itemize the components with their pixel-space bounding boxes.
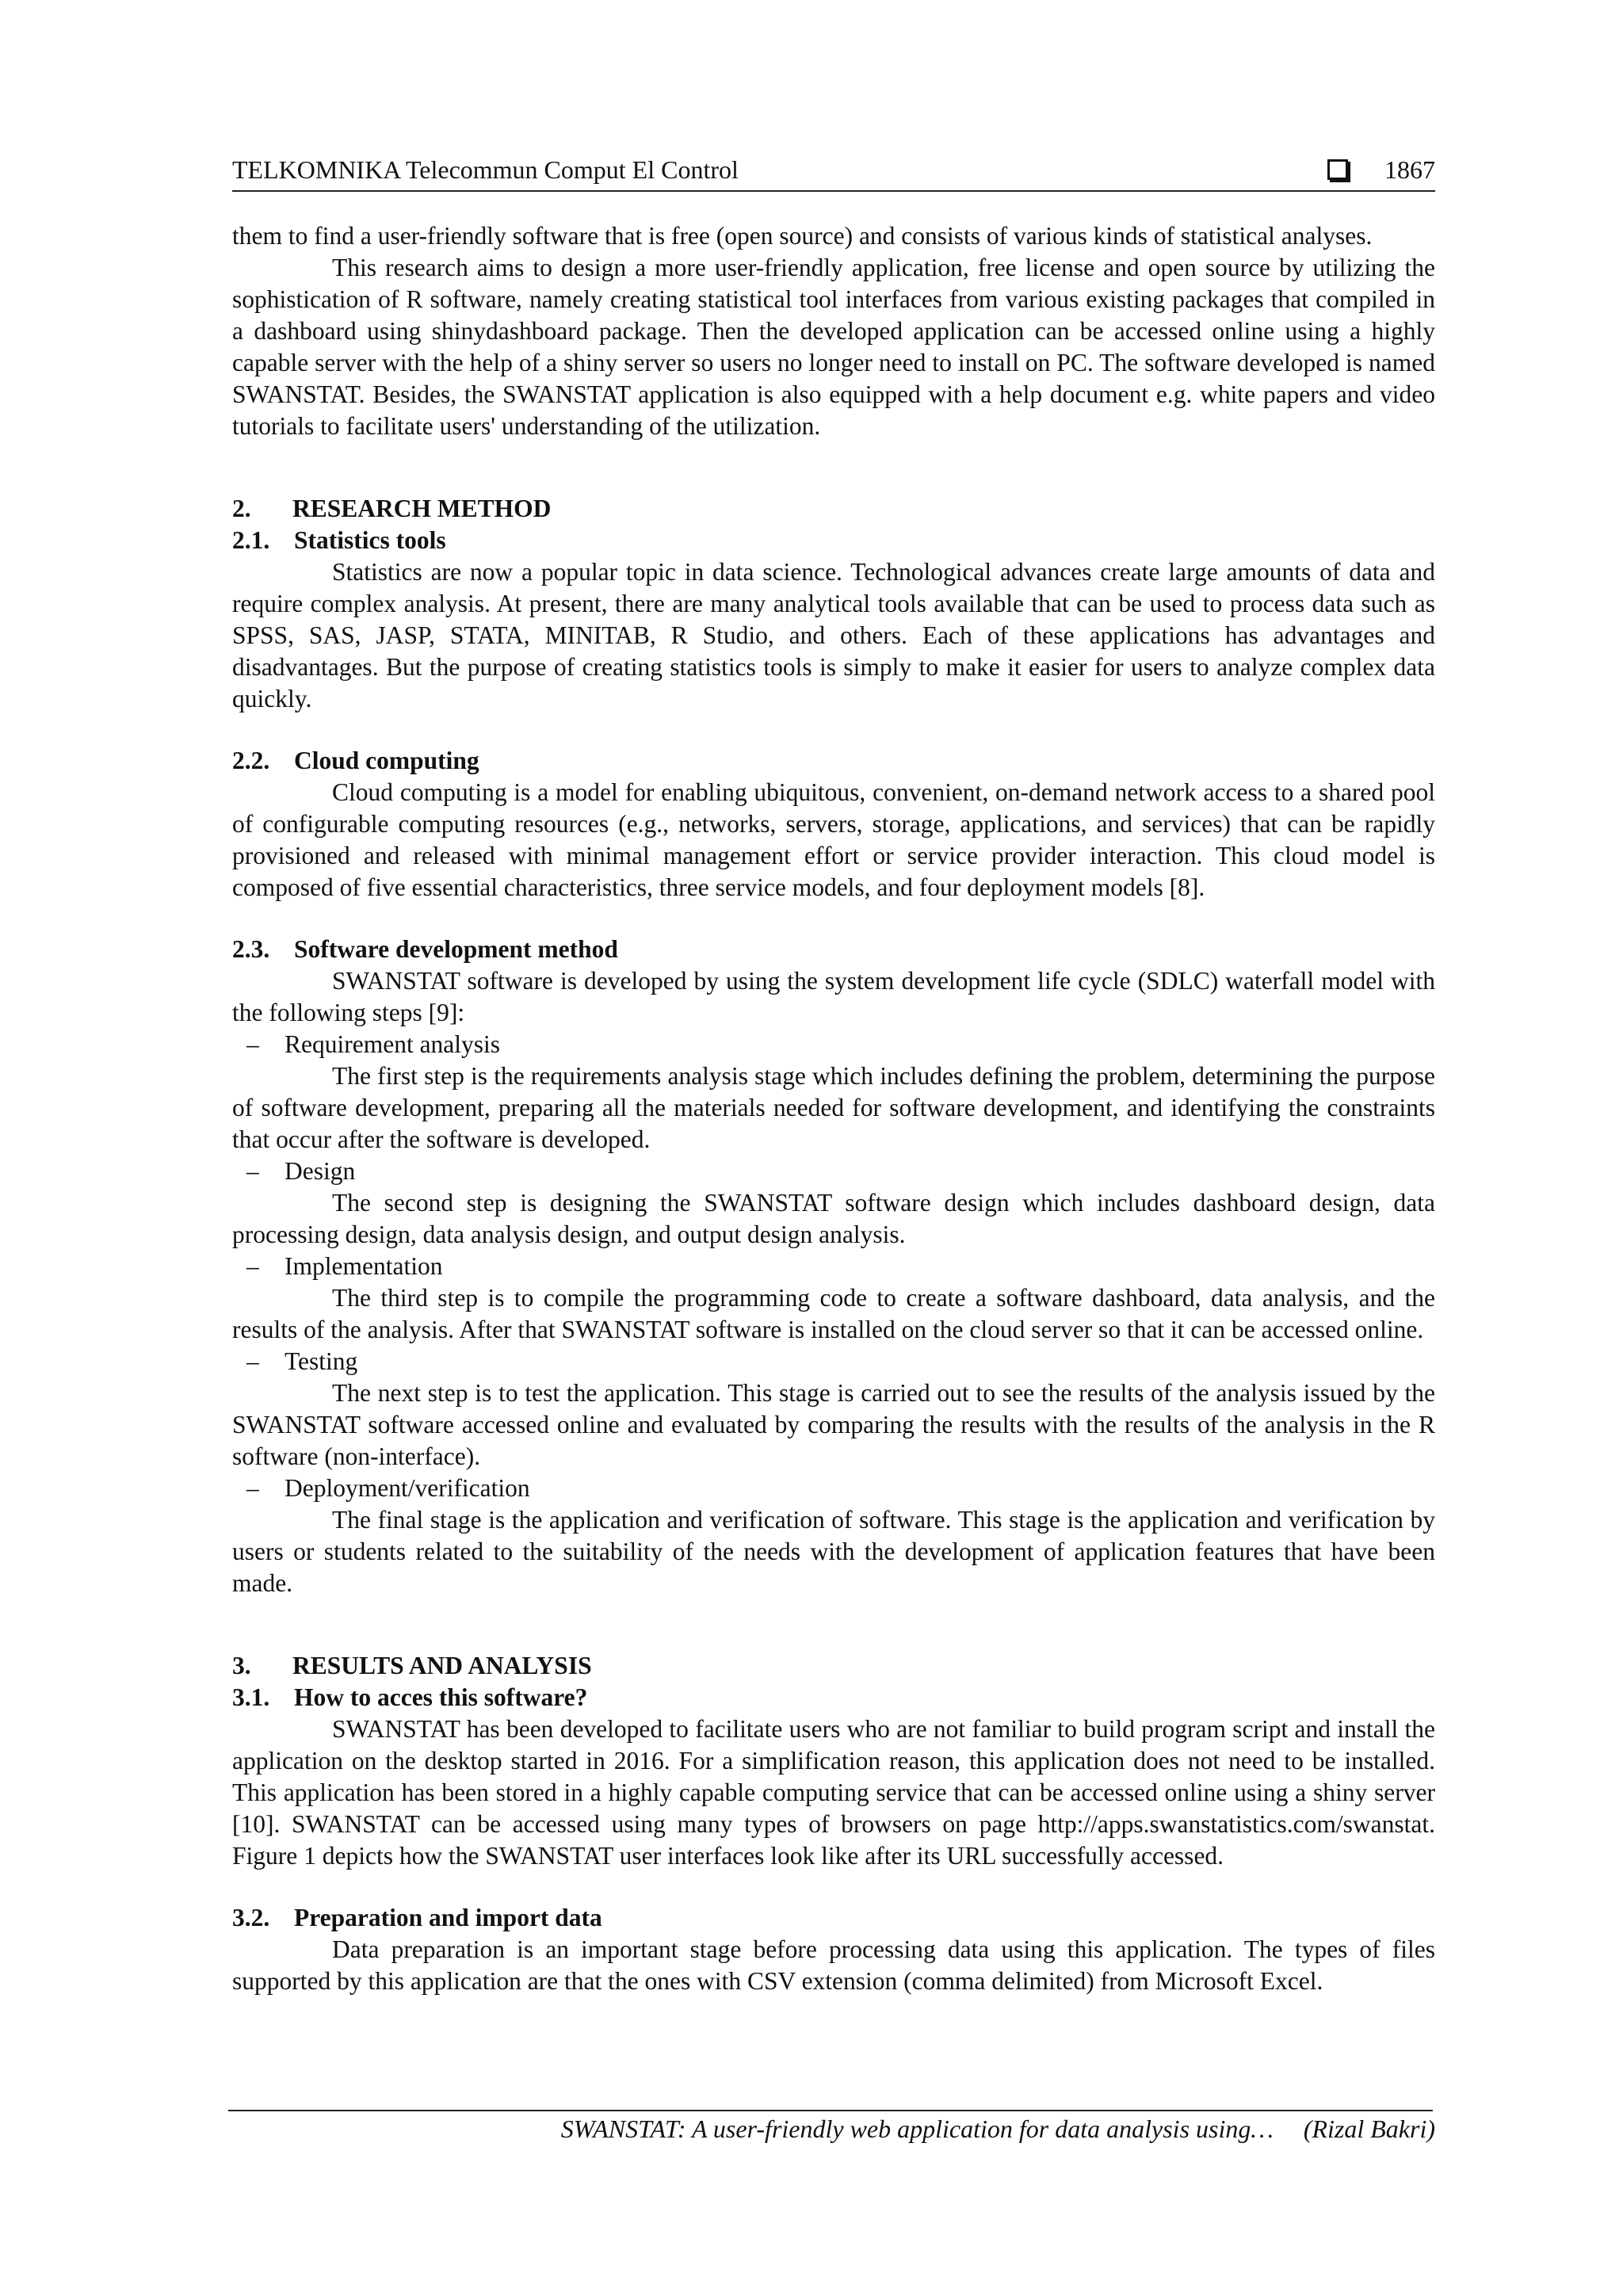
running-footer — [561, 2111, 1435, 2146]
journal-name: TELKOMNIKA Telecommun Comput El Control — [232, 155, 739, 184]
subsection-heading-2-3: 2.3. Software development method — [232, 935, 618, 963]
list-item: – Design — [246, 1157, 356, 1185]
subsection-heading-3-2: 3.2. Preparation and import data — [232, 1904, 602, 1931]
intro-paragraph-2: This research aims to design a more user-friendly application, free license and open source by utilizing the sophistication of R software, namely creating statistical tool interfaces from various existing packages that compiled in a dashboard using shinydashboard package. Then the developed application can be accessed online using a highly capable server with the help of a shiny server so users no longer need to install on PC. The software developed is named SWANSTAT. Besides, the SWANSTAT application is also equipped with a help document e.g. white papers and video tutorials to facilitate users' understanding of the utilization. — [232, 254, 1435, 440]
subsection-heading-2-2: 2.2. Cloud computing — [232, 747, 479, 774]
footer-title: SWANSTAT: A user-friendly web application for data analysis using… — [560, 2115, 1274, 2143]
running-header — [232, 152, 1435, 192]
list-item: – Requirement analysis — [246, 1030, 501, 1058]
step-text: The next step is to test the application. This stage is carried out to see the results of the analysis issued by the SWANSTAT software accessed online and evaluated by comparing the results with the results of the analysis in the R software (non-interface). — [232, 1379, 1435, 1470]
step-text: The final stage is the application and verification of software. This stage is the application and verification by users or students related to the suitability of the needs with the development of application features that have been made. — [232, 1506, 1435, 1597]
subsection-heading-2-1: 2.1. Statistics tools — [232, 526, 446, 554]
page-number: 1867 — [1384, 155, 1435, 184]
list-item: – Deployment/verification — [246, 1474, 530, 1502]
square-bullet-icon — [1327, 159, 1348, 180]
paragraph-access-software: SWANSTAT has been developed to facilitate users who are not familiar to build program script and install the application on the desktop started in 2016. For a simplification reason, this application does not need to be installed. This application has been stored in a highly capable computing service that can be accessed online using a shiny server [10]. SWANSTAT can be accessed using many types of browsers on page http://apps.swanstatistics.com/swanstat. Figure 1 depicts how the SWANSTAT user interfaces look like after its URL successfully accessed. — [232, 1715, 1435, 1870]
body-text — [232, 220, 1435, 1997]
intro-paragraph-1: them to find a user-friendly software that is free (open source) and consists of various kinds of statistical analyses. — [232, 222, 1373, 250]
subsection-heading-3-1: 3.1. How to acces this software? — [232, 1683, 588, 1711]
paragraph-software-method: SWANSTAT software is developed by using the system development life cycle (SDLC) waterfall model with the following steps [9]: — [232, 967, 1435, 1026]
paragraph-data-preparation: Data preparation is an important stage before processing data using this application. The types of files supported by this application are that the ones with CSV extension (comma delimited) from Microsoft Excel. — [232, 1935, 1435, 1995]
paragraph-statistics-tools: Statistics are now a popular topic in data science. Technological advances create large amounts of data and require complex analysis. At present, there are many analytical tools available that can be used to process data such as SPSS, SAS, JASP, STATA, MINITAB, R Studio, and others. Each of these applications has advantages and disadvantages. But the purpose of creating statistics tools is simply to make it easier for users to analyze complex data quickly. — [232, 558, 1435, 712]
list-item: – Testing — [246, 1347, 358, 1375]
step-text: The first step is the requirements analysis stage which includes defining the problem, determining the purpose of software development, preparing all the materials needed for software development, and identifying the constraints that occur after the software is developed. — [232, 1062, 1435, 1153]
list-item: – Implementation — [246, 1252, 443, 1280]
paragraph-cloud-computing: Cloud computing is a model for enabling ubiquitous, convenient, on-demand network access to a shared pool of configurable computing resources (e.g., networks, servers, storage, applications, and services) that can be rapidly provisioned and released with minimal management effort or service provider interaction. This cloud model is composed of five essential characteristics, three service models, and four deployment models [8]. — [232, 778, 1435, 901]
section-heading-2: 2. RESEARCH METHOD — [232, 495, 552, 522]
section-heading-3: 3. RESULTS AND ANALYSIS — [232, 1652, 592, 1679]
step-text: The second step is designing the SWANSTAT software design which includes dashboard design, data processing design, data analysis design, and output design analysis. — [232, 1189, 1435, 1248]
step-text: The third step is to compile the programming code to create a software dashboard, data analysis, and the results of the analysis. After that SWANSTAT software is installed on the cloud server so that it can be accessed online. — [232, 1284, 1435, 1343]
footer-author: (Rizal Bakri) — [1303, 2115, 1435, 2143]
